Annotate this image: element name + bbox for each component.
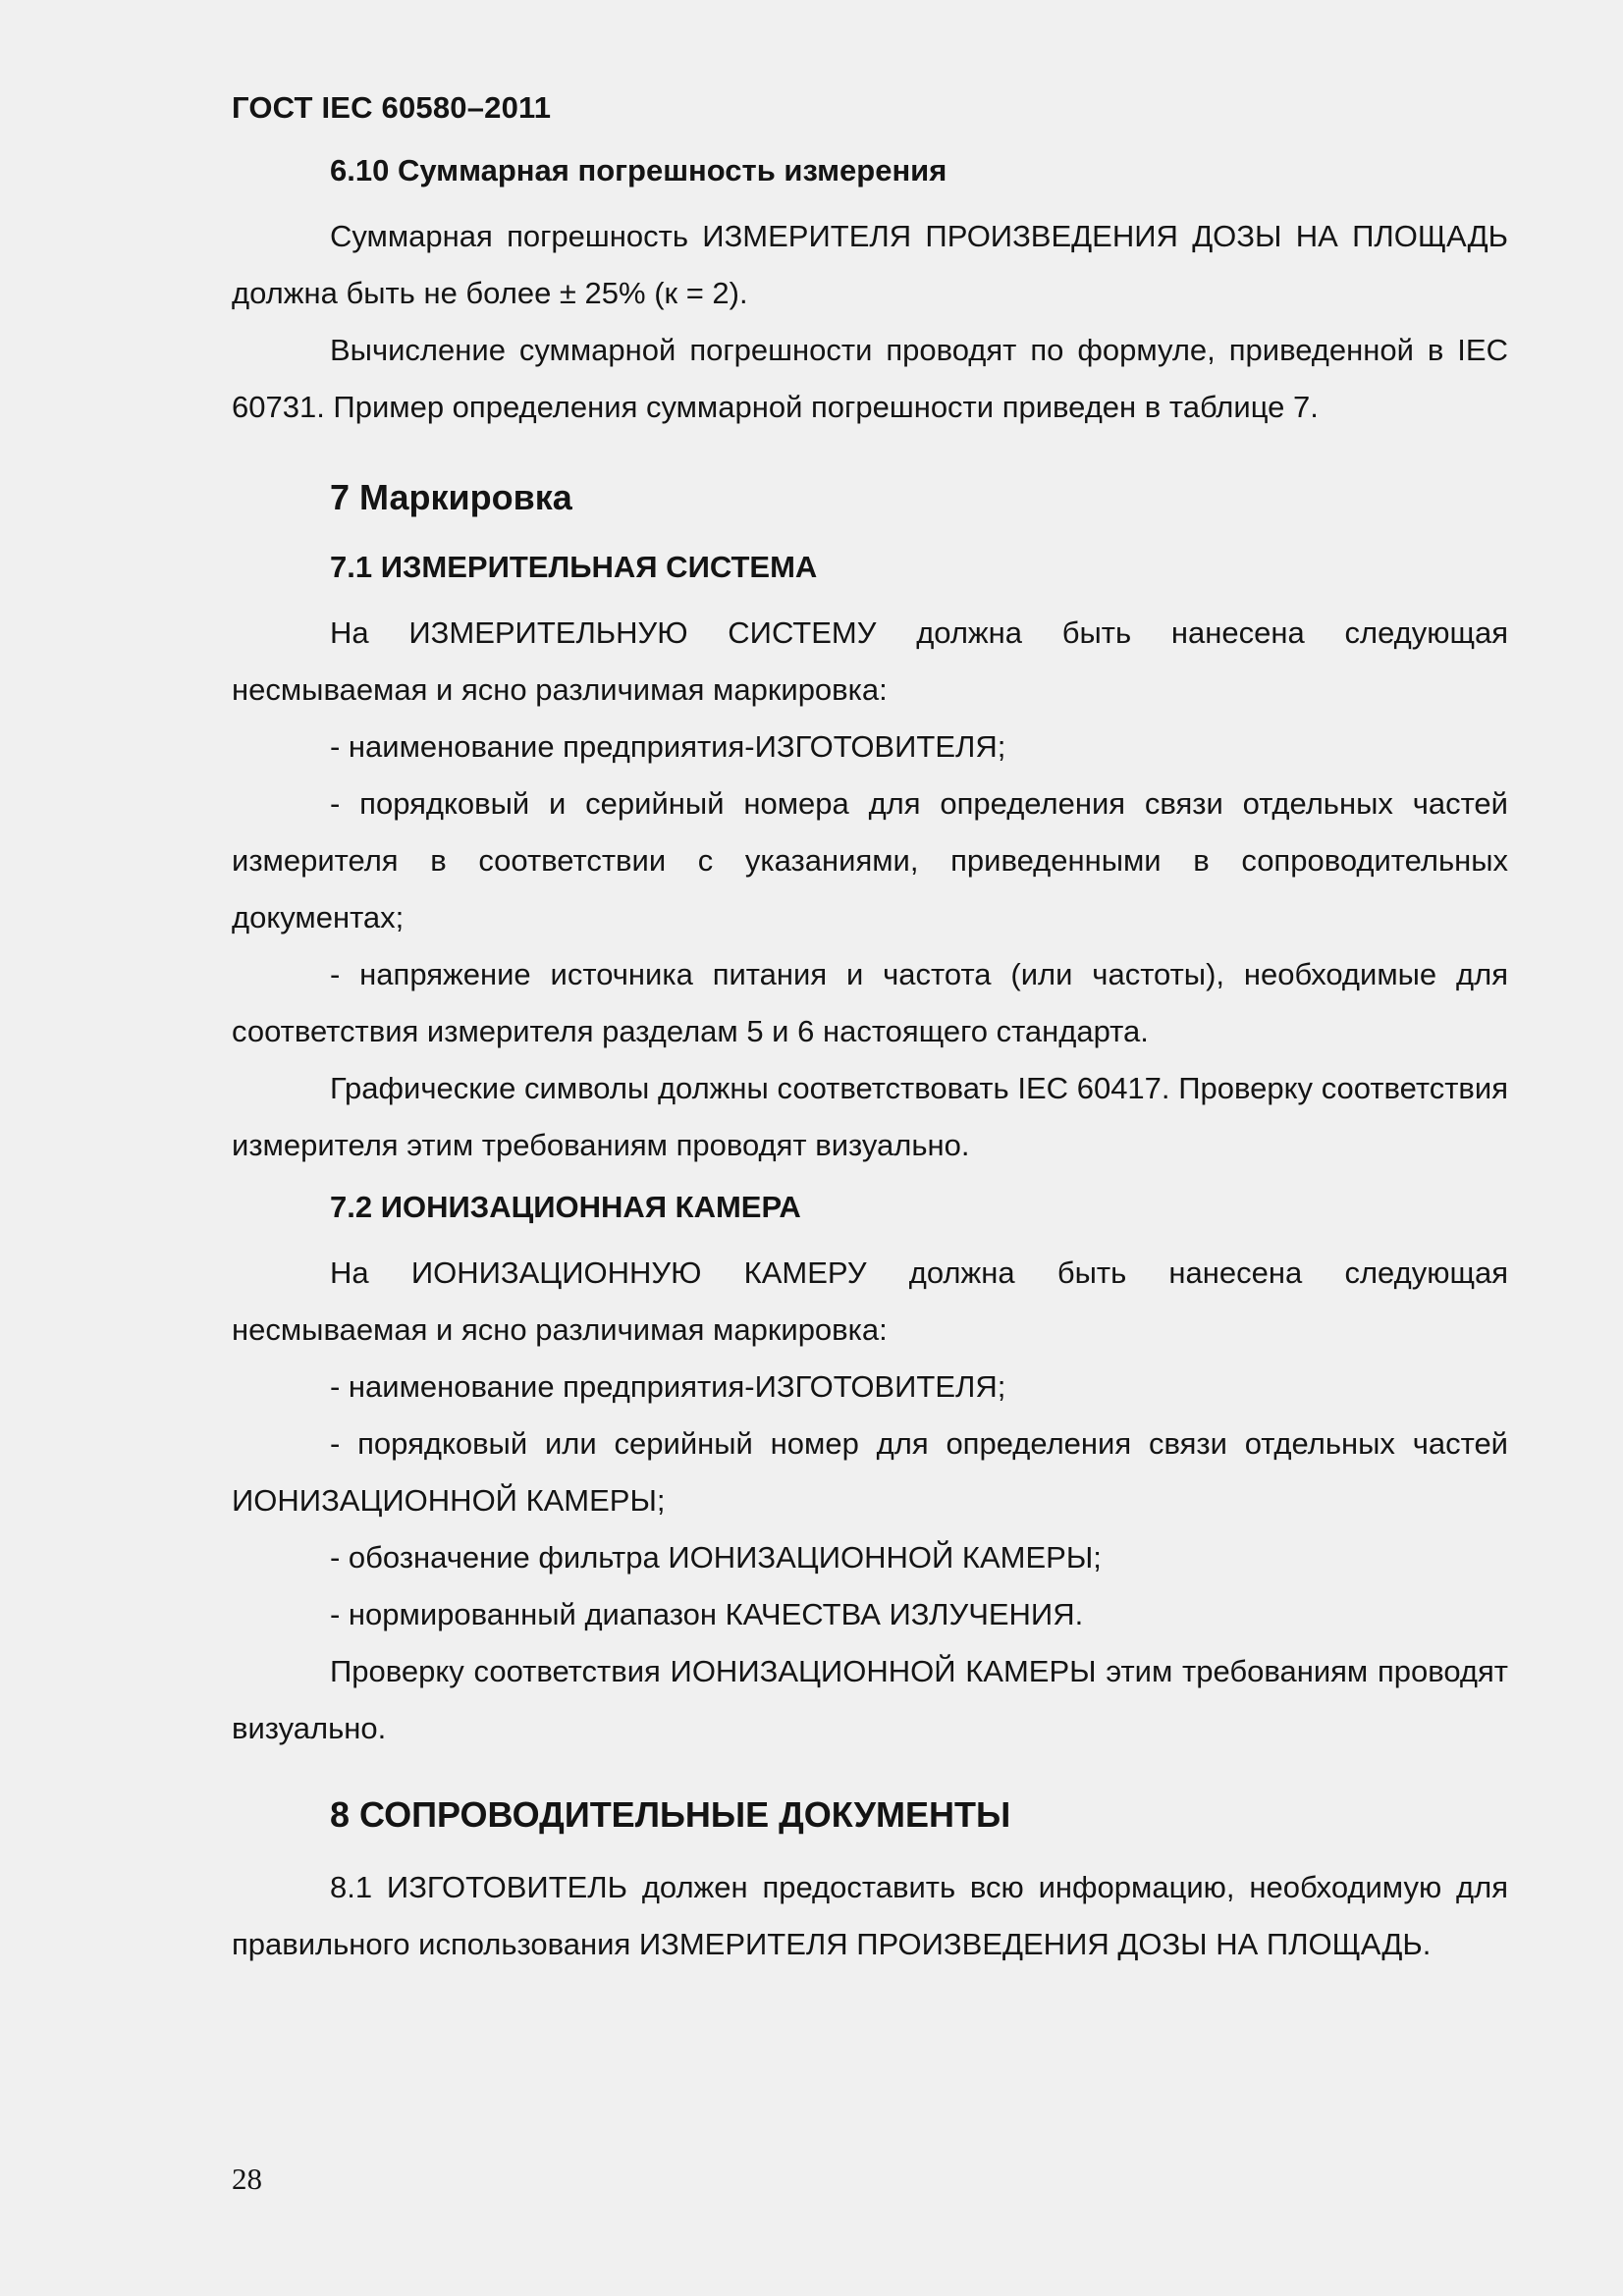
list-item-7-1-1: - наименование предприятия-ИЗГОТОВИТЕЛЯ; [330,729,1006,764]
subsection-title-7-2: 7.2 ИОНИЗАЦИОННАЯ КАМЕРА [330,1190,801,1224]
section-title-8: 8 СОПРОВОДИТЕЛЬНЫЕ ДОКУМЕНТЫ [330,1794,1011,1835]
paragraph-8-1: 8.1 ИЗГОТОВИТЕЛЬ должен предоставить всю информацию, необходимую для правильного использования ИЗМЕРИТЕЛЯ ПРОИЗВЕДЕНИЯ ДОЗЫ НА ПЛОЩАДЬ. [232,1870,1508,1961]
document-header: ГОСТ IEC 60580–2011 [232,90,552,125]
paragraph-7-1-intro: На ИЗМЕРИТЕЛЬНУЮ СИСТЕМУ должна быть нанесена следующая несмываемая и ясно различимая маркировка: [232,615,1508,707]
subsection-title-6-10: 6.10 Суммарная погрешность измерения [330,153,947,187]
list-item-7-1-3: - напряжение источника питания и частота (или частоты), необходимые для соответствия измерителя разделам 5 и 6 настоящего стандарта. [232,957,1508,1048]
section-title-7: 7 Маркировка [330,477,572,517]
list-item-7-1-2: - порядковый и серийный номера для определения связи отдельных частей измерителя в соответствии с указаниями, приведенными в сопроводительных документах; [232,786,1508,934]
paragraph-7-2-intro: На ИОНИЗАЦИОННУЮ КАМЕРУ должна быть нанесена следующая несмываемая и ясно различимая маркировка: [232,1255,1508,1347]
paragraph-6-10-2: Вычисление суммарной погрешности проводят по формуле, приведенной в IEC 60731. Пример определения суммарной погрешности приведен в таблице 7. [232,333,1508,424]
paragraph-7-1-outro: Графические символы должны соответствовать IEC 60417. Проверку соответствия измерителя этим требованиям проводят визуально. [232,1071,1508,1162]
paragraph-7-2-outro: Проверку соответствия ИОНИЗАЦИОННОЙ КАМЕРЫ этим требованиям проводят визуально. [232,1654,1508,1745]
subsection-title-7-1: 7.1 ИЗМЕРИТЕЛЬНАЯ СИСТЕМА [330,550,818,584]
list-item-7-2-4: - нормированный диапазон КАЧЕСТВА ИЗЛУЧЕНИЯ. [330,1597,1084,1631]
page-number: 28 [232,2162,262,2196]
paragraph-6-10-1: Суммарная погрешность ИЗМЕРИТЕЛЯ ПРОИЗВЕДЕНИЯ ДОЗЫ НА ПЛОЩАДЬ должна быть не более ± 25% (к = 2). [232,219,1508,310]
list-item-7-2-2: - порядковый или серийный номер для определения связи отдельных частей ИОНИЗАЦИОННОЙ КАМЕРЫ; [232,1426,1508,1518]
list-item-7-2-3: - обозначение фильтра ИОНИЗАЦИОННОЙ КАМЕРЫ; [330,1540,1102,1575]
list-item-7-2-1: - наименование предприятия-ИЗГОТОВИТЕЛЯ; [330,1369,1006,1404]
document-page [232,90,1508,1973]
